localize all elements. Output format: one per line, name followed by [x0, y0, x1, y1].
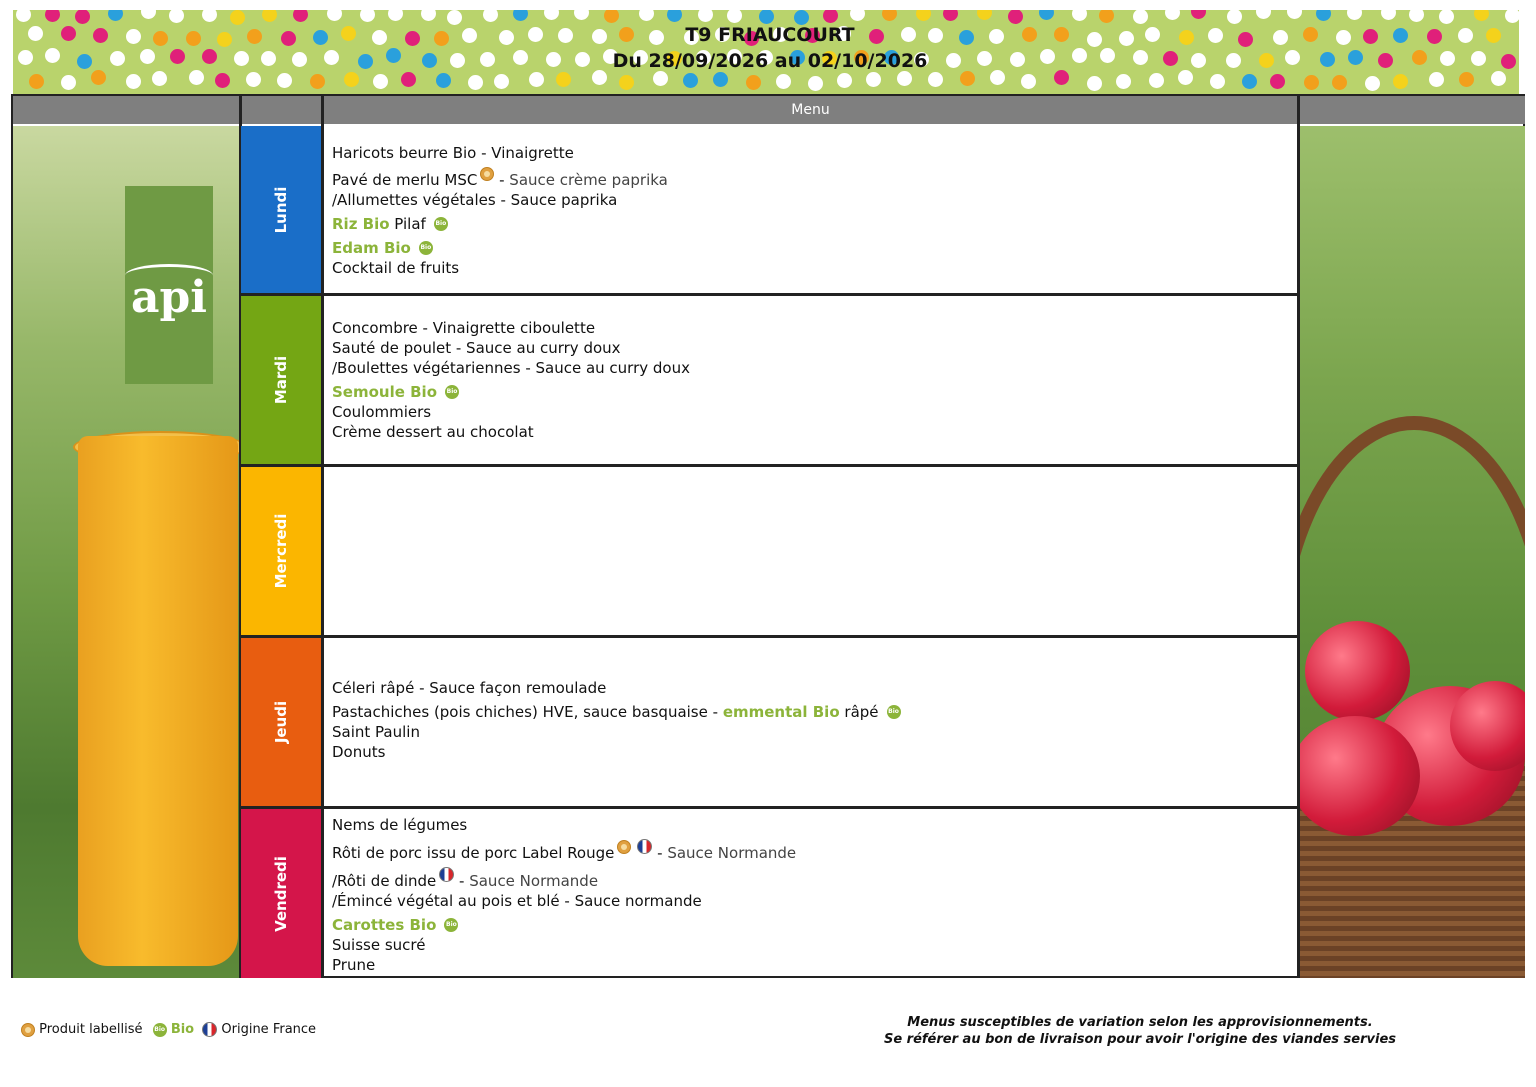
polka-dot — [713, 72, 728, 87]
menu-cell-jeudi — [324, 638, 1297, 806]
polka-dot — [1149, 73, 1164, 88]
bio-dish: Carottes Bio — [332, 916, 437, 934]
polka-dot — [574, 10, 589, 20]
dish-name: Pastachiches (pois chiches) HVE, sauce basquaise - — [332, 703, 723, 721]
apple — [1305, 621, 1410, 721]
polka-dot — [1072, 10, 1087, 21]
polka-dot — [141, 10, 156, 19]
polka-dot — [513, 10, 528, 21]
note-line-2: Se référer au bon de livraison pour avoir l'origine des viandes servies — [883, 1032, 1397, 1047]
boot-illustration — [78, 436, 238, 966]
menu-item: Prune — [332, 956, 376, 974]
menu-item: /Émincé végétal au pois et blé - Sauce normande — [332, 892, 702, 910]
legend-labellise: Produit labellisé — [39, 1022, 143, 1037]
header-cell-image-right — [1300, 96, 1525, 124]
sauce-name: Sauce Normande — [667, 844, 797, 862]
polka-dot — [746, 75, 761, 90]
menu-item: /Allumettes végétales - Sauce paprika — [332, 191, 618, 209]
polka-dot — [544, 10, 559, 20]
polka-dot — [1474, 10, 1489, 21]
polka-dot — [1347, 10, 1362, 20]
polka-dot — [16, 10, 31, 22]
logo-text: api — [131, 272, 207, 323]
polka-dot — [293, 10, 308, 22]
day-label: Mercredi — [272, 513, 290, 589]
polka-dot — [468, 75, 483, 90]
polka-dot — [494, 74, 509, 89]
polka-dot — [1021, 74, 1036, 89]
day-label: Jeudi — [272, 700, 290, 744]
day-cell-jeudi — [241, 638, 321, 806]
menu-cell-lundi — [324, 126, 1297, 293]
polka-dot — [202, 10, 217, 22]
menu-cell-mardi — [324, 296, 1297, 464]
page-title — [0, 22, 1536, 74]
menu-item: Suisse sucré — [332, 936, 426, 954]
polka-dot — [126, 74, 141, 89]
dish-name: /Rôti de dinde — [332, 872, 437, 890]
bio-icon: Bio — [445, 385, 459, 399]
bio-icon: Bio — [434, 217, 448, 231]
polka-dot — [262, 10, 277, 22]
polka-dot — [977, 10, 992, 20]
polka-dot — [1210, 74, 1225, 89]
polka-dot — [1270, 74, 1285, 89]
menu-item: Céleri râpé - Sauce façon remoulade — [332, 679, 607, 697]
polka-dot — [1287, 10, 1302, 19]
bio-icon: Bio — [153, 1023, 167, 1037]
polka-dot — [1087, 76, 1102, 91]
date-range: Du 28/09/2026 au 02/10/2026 — [612, 50, 928, 72]
day-cell-mardi — [241, 296, 321, 464]
polka-dot — [29, 74, 44, 89]
menu-item: Crème dessert au chocolat — [332, 423, 534, 441]
menu-item: Sauté de poulet - Sauce au curry doux — [332, 339, 621, 357]
day-cell-lundi — [241, 126, 321, 293]
polka-dot — [823, 10, 838, 23]
polka-dot — [388, 10, 403, 21]
polka-dot — [108, 10, 123, 21]
day-cell-mercredi — [241, 467, 321, 635]
france-flag-icon — [637, 839, 652, 854]
left-photo-boot — [13, 126, 239, 978]
polka-dot — [215, 73, 230, 88]
menu-item — [332, 867, 796, 891]
day-cell-vendredi — [241, 809, 321, 978]
menu-item — [332, 238, 668, 258]
bio-dish: Semoule Bio — [332, 383, 438, 401]
polka-dot — [866, 72, 881, 87]
header-cell-image-left — [13, 96, 239, 124]
polka-dot — [667, 10, 682, 22]
menu-item: Nems de légumes — [332, 816, 468, 834]
day-label: Mardi — [272, 355, 290, 405]
polka-dot — [61, 75, 76, 90]
polka-dot — [45, 10, 60, 22]
polka-dot — [1191, 10, 1206, 19]
polka-dot — [1256, 10, 1271, 19]
polka-dot — [529, 72, 544, 87]
polka-dot — [1039, 10, 1054, 20]
menu-item — [332, 382, 690, 402]
polka-dot — [850, 10, 865, 21]
france-flag-icon — [202, 1022, 217, 1037]
bio-dish: Edam Bio — [332, 239, 411, 257]
sauce-name: Sauce crème paprika — [509, 171, 668, 189]
api-logo — [125, 186, 213, 384]
menu-cell-mercredi — [324, 467, 1297, 635]
menu-item: Coulommiers — [332, 403, 432, 421]
right-photo-apples — [1300, 126, 1525, 978]
menu-item: Haricots beurre Bio - Vinaigrette — [332, 144, 574, 162]
polka-dot — [1409, 10, 1424, 22]
legend — [18, 1022, 316, 1037]
polka-dot — [421, 10, 436, 21]
polka-dot — [776, 74, 791, 89]
note-line-1: Menus susceptibles de variation selon les approvisionnements. — [907, 1015, 1373, 1030]
polka-dot — [837, 73, 852, 88]
day-label: Vendredi — [272, 855, 290, 932]
menu-item: Donuts — [332, 743, 386, 761]
polka-dot — [436, 73, 451, 88]
legend-france: Origine France — [221, 1022, 317, 1037]
polka-dot — [1304, 75, 1319, 90]
label-rouge-icon — [617, 840, 631, 854]
polka-dot — [1316, 10, 1331, 21]
polka-dot — [1332, 75, 1347, 90]
menu-item — [332, 915, 796, 935]
polka-dot — [344, 72, 359, 87]
polka-dot — [1505, 10, 1519, 23]
menu-list — [332, 815, 796, 975]
bio-icon: Bio — [419, 241, 433, 255]
separator: - — [652, 844, 668, 862]
footer-note — [860, 1014, 1420, 1048]
bio-dish: Riz Bio — [332, 215, 390, 233]
header-cell-menu: Menu — [324, 96, 1297, 124]
france-flag-icon — [439, 867, 454, 882]
polka-dot — [483, 10, 498, 22]
polka-dot — [808, 76, 823, 91]
separator: - — [494, 171, 510, 189]
bio-icon: Bio — [887, 705, 901, 719]
polka-dot — [683, 73, 698, 88]
title-text: T9 FRIAUCOURT — [685, 24, 855, 46]
polka-dot — [373, 74, 388, 89]
day-label: Lundi — [272, 186, 290, 233]
menu-item — [332, 214, 668, 234]
dish-suffix: Pilaf — [389, 215, 426, 233]
polka-dot — [916, 10, 931, 21]
polka-dot — [1165, 10, 1180, 20]
dish-name: Pavé de merlu MSC — [332, 171, 478, 189]
separator: - — [454, 872, 470, 890]
polka-dot — [1393, 74, 1408, 89]
dish-suffix: râpé — [839, 703, 879, 721]
polka-dot — [943, 10, 958, 21]
polka-dot — [698, 10, 713, 22]
polka-dot — [1242, 74, 1257, 89]
menu-item — [332, 702, 901, 722]
polka-dot — [1381, 10, 1396, 20]
menu-item: Cocktail de fruits — [332, 259, 460, 277]
polka-dot — [1116, 74, 1131, 89]
sauce-name: Sauce Normande — [469, 872, 599, 890]
polka-dot — [1365, 76, 1380, 91]
legend-bio: Bio — [170, 1022, 195, 1037]
polka-dot — [619, 75, 634, 90]
menu-table — [11, 94, 1525, 978]
polka-dot — [401, 72, 416, 87]
polka-dot — [277, 73, 292, 88]
menu-cell-vendredi — [324, 809, 1297, 978]
menu-item — [332, 167, 668, 190]
polka-dot — [360, 10, 375, 22]
menu-list — [332, 318, 690, 442]
menu-item: /Boulettes végétariennes - Sauce au curry doux — [332, 359, 690, 377]
bio-icon: Bio — [444, 918, 458, 932]
dish-name: Rôti de porc issu de porc Label Rouge — [332, 844, 615, 862]
menu-item — [332, 839, 796, 863]
polka-dot — [310, 74, 325, 89]
polka-dot — [327, 10, 342, 21]
menu-item: Concombre - Vinaigrette ciboulette — [332, 319, 596, 337]
polka-dot — [882, 10, 897, 21]
polka-dot — [556, 72, 571, 87]
bio-dish: emmental Bio — [722, 703, 840, 721]
menu-list — [332, 678, 901, 762]
header-cell-day — [241, 96, 322, 124]
label-rouge-icon — [480, 167, 494, 181]
menu-item: Saint Paulin — [332, 723, 420, 741]
menu-list — [332, 143, 668, 278]
label-rouge-icon — [21, 1023, 35, 1037]
polka-dot — [639, 10, 654, 21]
